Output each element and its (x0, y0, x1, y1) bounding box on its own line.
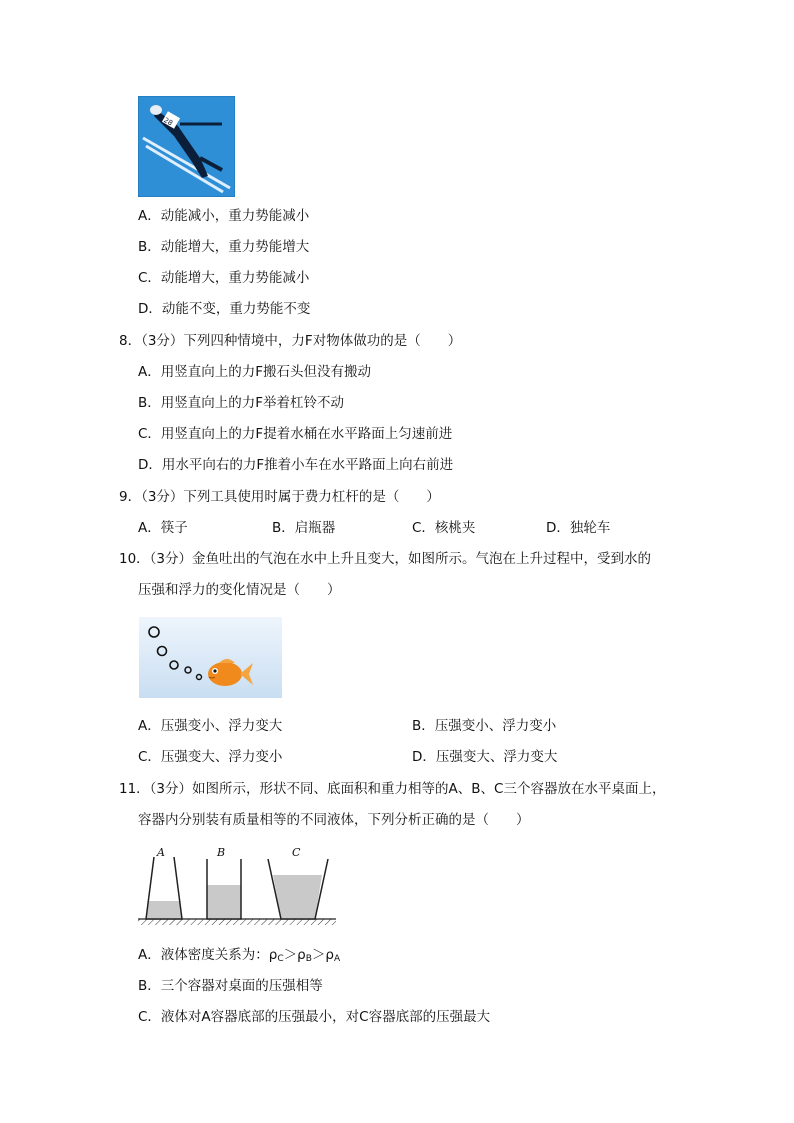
q8-stem: 8．（3分）下列四种情境中，力F对物体做功的是（ ） (119, 333, 462, 349)
q7-option-c: C．动能增大，重力势能减小 (138, 270, 310, 286)
bib-number: 28 (162, 116, 175, 128)
q8-option-a: A．用竖直向上的力F搬石头但没有搬动 (138, 364, 371, 380)
q9-option-d: D．独轮车 (546, 520, 611, 536)
q9-option-c: C．核桃夹 (412, 520, 476, 536)
q11-option-b: B．三个容器对桌面的压强相等 (138, 978, 323, 994)
container-label-c: C (292, 846, 301, 859)
q7-option-b: B．动能增大，重力势能增大 (138, 239, 310, 255)
q7-option-a: A．动能减小，重力势能减小 (138, 208, 310, 224)
q11-stem-line1: 11．（3分）如图所示，形状不同、底面积和重力相等的A、B、C三个容器放在水平桌面上， (119, 781, 666, 797)
container-label-a: A (157, 846, 165, 859)
containers-figure (138, 843, 338, 928)
q11-option-a (138, 946, 340, 968)
q11-option-c: C．液体对A容器底部的压强最小，对C容器底部的压强最大 (138, 1009, 491, 1025)
rho-b: $\rho_B$ (297, 947, 312, 964)
rho-c: $\rho_C$ (268, 947, 284, 964)
q8-option-c: C．用竖直向上的力F提着水桶在水平路面上匀速前进 (138, 426, 453, 442)
q11-stem-line2: 容器内分别装有质量相等的不同液体，下列分析正确的是（ ） (138, 812, 530, 828)
q11-option-a-prefix: A．液体密度关系为： (138, 947, 269, 963)
q10-option-a: A．压强变小、浮力变大 (138, 718, 283, 734)
ski-jumper-figure (138, 96, 235, 197)
q8-option-d: D．用水平向右的力F推着小车在水平路面上向右前进 (138, 457, 454, 473)
q10-option-b: B．压强变小、浮力变小 (412, 718, 557, 734)
greater-than-1: ＞ (283, 947, 298, 963)
q10-stem-line1: 10．（3分）金鱼吐出的气泡在水中上升且变大，如图所示。气泡在上升过程中，受到水的 (119, 551, 652, 567)
q7-option-d: D．动能不变，重力势能不变 (138, 301, 311, 317)
greater-than-2: ＞ (311, 947, 326, 963)
q9-option-a: A．筷子 (138, 520, 188, 536)
goldfish-bubbles-figure (139, 617, 282, 698)
rho-a: $\rho_A$ (325, 947, 341, 964)
q9-option-b: B．启瓶器 (272, 520, 336, 536)
q10-option-c: C．压强变大、浮力变小 (138, 749, 283, 765)
q9-stem: 9．（3分）下列工具使用时属于费力杠杆的是（ ） (119, 489, 440, 505)
q8-option-b: B．用竖直向上的力F举着杠铃不动 (138, 395, 345, 411)
container-label-b: B (217, 846, 226, 859)
q10-stem-line2: 压强和浮力的变化情况是（ ） (138, 582, 341, 598)
q10-option-d: D．压强变大、浮力变大 (412, 749, 558, 765)
